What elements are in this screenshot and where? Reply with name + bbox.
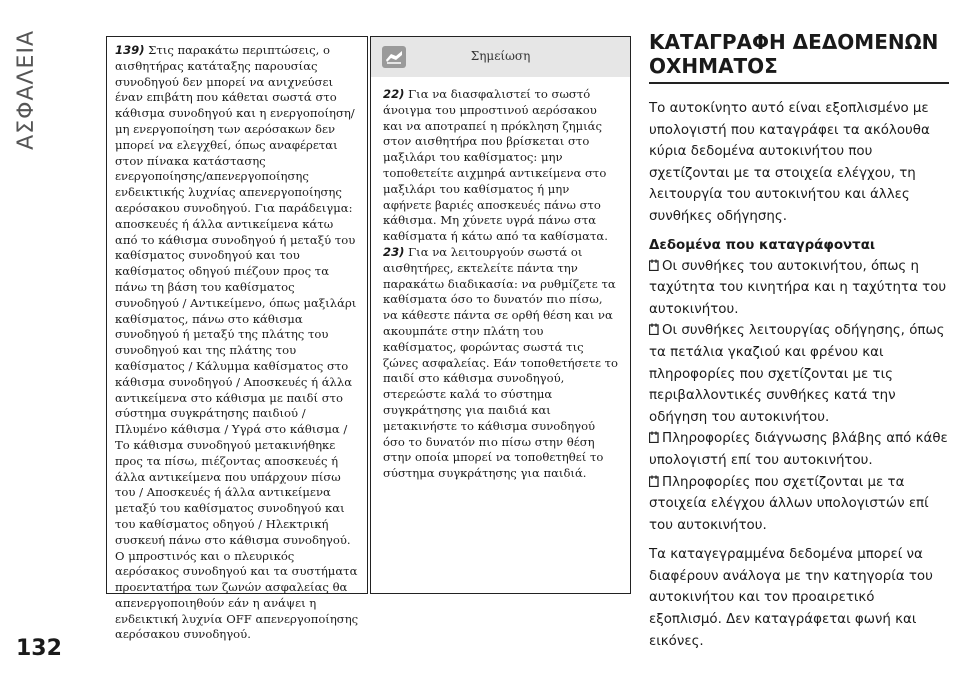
page-number: 132 bbox=[16, 636, 62, 661]
note-ref: 23) bbox=[383, 244, 405, 259]
section-title: ΚΑΤΑΓΡΑΦΗ ΔΕΔΟΜΕΝΩΝ ΟΧΗΜΑΤΟΣ bbox=[649, 30, 949, 84]
checkbox-bullet-icon bbox=[649, 259, 659, 271]
note-ref: 22) bbox=[383, 87, 405, 101]
note-ref: 139) bbox=[115, 43, 145, 57]
list-item-text: Οι συνθήκες του αυτοκινήτου, όπως η ταχύτητα του κινητήρα και η ταχύτητα του αυτοκινήτου. bbox=[649, 258, 947, 317]
warning-note-box bbox=[106, 36, 368, 642]
note-text: Στις παρακάτω περιπτώσεις, ο αισθητήρας κατάταξης παρουσίας συνοδηγού δεν μπορεί να ανιχνεύσει έναν επιβάτη που κάθεται σωστά στο κάθισμα συνοδηγού και η ενεργοποίηση/μη ενεργοποίηση των αερόσακων δεν μπορεί να ελεγχθεί, όπως αναφέρεται στον πίνακα κατάστασης ενεργοποίησης/απενεργοποίησης ενδεικτικής λυχνίας απενεργοποίησης αερόσακου συνοδηγού. Για παράδειγμα: αποσκευές ή άλλα αντικείμενα κάτω από το κάθισμα συνοδηγού ή μεταξύ του καθίσματος συνοδηγού και του καθίσματος οδηγού πιέζουν προς τα πάνω τη βάση του καθίσματος συνοδηγού / Αντικείμενο, όπως μαξιλάρι καθίσματος, πάνω στο κάθισμα συνοδηγού ή μεταξύ της πλάτης του συνοδηγού και της πλάτης του καθίσματος / Κάλυμμα καθίσματος στο κάθισμα συνοδηγού / Αποσκευές ή άλλα αντικείμενα στο κάθισμα με παιδί στο σύστημα συγκράτησης παιδιού / Πλυμένο κάθισμα / Υγρά στο κάθισμα / Το κάθισμα συνοδηγού μετακινήθηκε προς τα πίσω, πιέζοντας αποσκευές ή άλλα αντικείμενα που υπάρχουν πίσω του / Αποσκευές ή άλλα αντικείμενα μεταξύ του καθίσματος συνοδηγού και του καθίσματος οδηγού / Ηλεκτρική συσκευή πάνω στο κάθισμα συνοδηγού. Ο μπροστινός και ο πλευρικός αερόσακος συνοδηγού και τα συστήματα προεντατήρα των ζωνών ασφαλείας θα απενεργοποιηθούν εάν η ανάψει η ενδεικτική λυχνία OFF απενεργοποίησης αερόσακου συνοδηγού. bbox=[115, 43, 359, 642]
notes-box bbox=[370, 36, 631, 594]
list-item bbox=[649, 472, 949, 537]
checkbox-bullet-icon bbox=[649, 323, 659, 335]
checkbox-bullet-icon bbox=[649, 431, 659, 443]
vehicle-data-section bbox=[649, 30, 949, 652]
note-text: Για να διασφαλιστεί το σωστό άνοιγμα του μπροστινού αερόσακου και να αποτραπεί η πρόκληση ζημιάς στον αισθητήρα που βρίσκεται στο μαξιλάρι του καθίσματος: μην τοποθετείτε αιχμηρά αντικείμενα στο μαξιλάρι του καθίσματος ή μην αφήνετε βαριές αποσκευές πάνω στο κάθισμα. Μη χύνετε υγρά πάνω στα καθίσματα ή κάτω από τα καθίσματα. bbox=[383, 87, 608, 244]
list-item bbox=[649, 256, 949, 321]
note-text: Για να λειτουργούν σωστά οι αισθητήρες, εκτελείτε πάντα την παρακάτω διαδικασία: να ρυθμίζετε τα καθίσματα όσο το δυνατόν πιο πίσω, να κάθεστε πάντα σε ορθή θέση και να ακουμπάτε στην πλάτη του καθίσματος, φορώντας σωστά τις ζώνες ασφαλείας. Εάν τοποθετήσετε το παιδί στο κάθισμα συνοδηγού, στερεώστε καλά το σύστημα συγκράτησης για παιδιά και μετακινήστε το κάθισμα συνοδηγού όσο το δυνατόν πιο πίσω στην θέση στην οποία μπορεί να τοποθετηθεί το σύστημα συγκράτησης για παιδιά. bbox=[383, 244, 619, 481]
list-item bbox=[649, 428, 949, 471]
note-22 bbox=[383, 87, 620, 245]
note-23 bbox=[383, 245, 620, 482]
section-label-text: ΑΣΦΑΛΕΙΑ bbox=[13, 30, 39, 150]
note-box-title: Σημείωση bbox=[470, 49, 531, 64]
list-item bbox=[649, 320, 949, 428]
note-header bbox=[371, 37, 630, 77]
note-139 bbox=[115, 43, 359, 643]
section-side-label bbox=[6, 30, 46, 230]
list-item-text: Οι συνθήκες λειτουργίας οδήγησης, όπως τα πετάλια γκαζιού και φρένου και πληροφορίες που σχετίζονται με τις περιβαλλοντικές συνθήκες κατά την οδήγηση του αυτοκινήτου. bbox=[649, 323, 945, 425]
hand-note-icon bbox=[381, 45, 407, 69]
list-item-text: Πληροφορίες που σχετίζονται με τα στοιχεία ελέγχου άλλων υπολογιστών επί του αυτοκινήτου. bbox=[649, 474, 929, 533]
intro-paragraph: Το αυτοκίνητο αυτό είναι εξοπλισμένο με υπολογιστή που καταγράφει τα ακόλουθα κύρια δεδομένα αυτοκινήτου που σχετίζονται με τα στοιχεία ελέγχου, τη λειτουργία του αυτοκινήτου και άλλες συνθήκες οδήγησης. bbox=[649, 101, 930, 224]
recorded-data-heading: Δεδομένα που καταγράφονται bbox=[649, 237, 876, 253]
closing-paragraph: Τα καταγεγραμμένα δεδομένα μπορεί να διαφέρουν ανάλογα με την κατηγορία του αυτοκινήτου και τον προαιρετικό εξοπλισμό. Δεν καταγράφεται φωνή και εικόνες. bbox=[649, 547, 933, 649]
list-item-text: Πληροφορίες διάγνωσης βλάβης από κάθε υπολογιστή επί του αυτοκινήτου. bbox=[649, 431, 948, 468]
checkbox-bullet-icon bbox=[649, 475, 659, 487]
note-body bbox=[371, 77, 630, 488]
